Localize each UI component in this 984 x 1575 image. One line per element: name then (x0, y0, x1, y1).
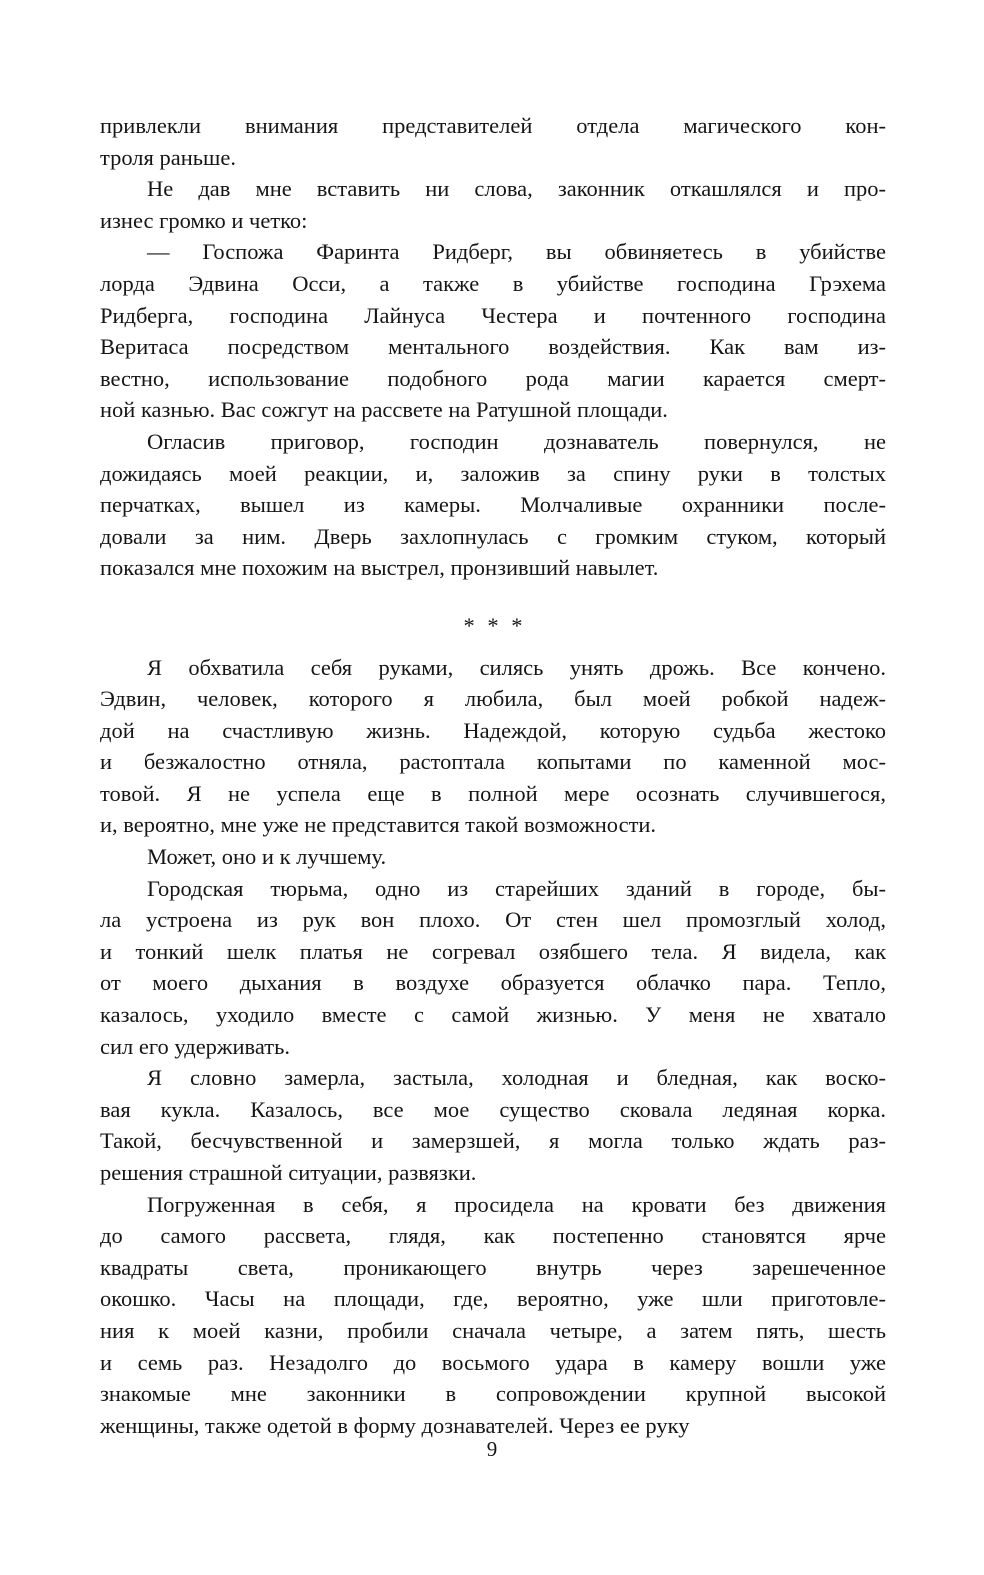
text-line: Может, оно и к лучшему. (147, 844, 387, 870)
text-line: лорда Эдвина Осси, а также в убийстве господина Грэхема (100, 270, 886, 296)
text-line: сил его удерживать. (100, 1033, 290, 1059)
text-line: и тонкий шелк платья не согревал озябшего тела. Я видела, как (100, 938, 886, 964)
text-line: дой на счастливую жизнь. Надеждой, которую судьба жестоко (100, 717, 886, 743)
text-line: Веритаса посредством ментального воздействия. Как вам из- (100, 334, 886, 360)
section-separator: * * * (463, 612, 523, 638)
text-line: и семь раз. Незадолго до восьмого удара в камеру вошли уже (100, 1349, 886, 1375)
text-line: ной казнью. Вас сожгут на рассвете на Ратушной площади. (100, 397, 668, 423)
text-line: троля раньше. (100, 144, 236, 170)
text-line: окошко. Часы на площади, где, вероятно, уже шли приготовле- (100, 1286, 886, 1312)
text-line: Городская тюрьма, одно из старейших зданий в городе, бы- (147, 875, 886, 901)
text-line: и безжалостно отняла, растоптала копытами по каменной мос- (100, 749, 886, 775)
text-line: и, вероятно, мне уже не представится такой возможности. (100, 812, 657, 838)
paragraph (100, 173, 886, 236)
text-line: Я словно замерла, застыла, холодная и бледная, как воско- (147, 1065, 886, 1091)
text-line: Не дав мне вставить ни слова, законник откашлялся и про- (147, 176, 886, 202)
text-line: квадраты света, проникающего внутрь через зарешеченное (100, 1254, 886, 1280)
text-line: довали за ним. Дверь захлопнулась с громким стуком, который (100, 523, 886, 549)
paragraph (100, 1062, 886, 1188)
text-line: знакомые мне законники в сопровождении крупной высокой (100, 1381, 886, 1407)
text-line: привлекли внимания представителей отдела магического кон- (100, 113, 886, 138)
text-line: до самого рассвета, глядя, как постепенно становятся ярче (100, 1223, 886, 1249)
text-line: вестно, использование подобного рода магии карается смерт- (100, 365, 886, 391)
paragraph (100, 1189, 886, 1442)
text-line: казалось, уходило вместе с самой жизнью. У меня не хватало (100, 1002, 886, 1028)
text-line: ла устроена из рук вон плохо. От стен шел промозглый холод, (100, 907, 886, 933)
text-line: женщины, также одетой в форму дознавателей. Через ее руку (100, 1412, 690, 1438)
paragraph (100, 841, 886, 873)
text-line: ния к моей казни, пробили сначала четыре, а затем пять, шесть (100, 1317, 886, 1343)
text-line: Огласив приговор, господин дознаватель повернулся, не (147, 428, 886, 454)
text-line: показался мне похожим на выстрел, пронзивший навылет. (100, 555, 659, 581)
text-line: Такой, бесчувственной и замерзшей, я могла только ждать раз- (100, 1128, 886, 1154)
paragraph (100, 426, 886, 584)
text-line: Эдвин, человек, которого я любила, был моей робкой надеж- (100, 686, 886, 712)
text-line: изнес громко и четко: (100, 207, 308, 233)
paragraph (100, 652, 886, 842)
text-line: товой. Я не успела еще в полной мере осознать случившегося, (100, 780, 886, 806)
text-line: — Госпожа Фаринта Ридберг, вы обвиняетесь в убийстве (147, 239, 886, 265)
paragraph (100, 236, 886, 426)
text-block (100, 110, 886, 1441)
page-number: 9 (486, 1437, 498, 1461)
text-line: Я обхватила себя руками, силясь унять дрожь. Все кончено. (147, 654, 886, 680)
text-line: вая кукла. Казалось, все мое существо сковала ледяная корка. (100, 1096, 886, 1122)
text-line: дожидаясь моей реакции, и, заложив за спину руки в толстых (100, 460, 886, 486)
paragraph (100, 110, 886, 173)
text-line: от моего дыхания в воздухе образуется облачко пара. Тепло, (100, 970, 886, 996)
text-line: Погруженная в себя, я просидела на кровати без движения (147, 1191, 886, 1217)
text-line: решения страшной ситуации, развязки. (100, 1160, 477, 1185)
text-line: Ридберга, господина Лайнуса Честера и почтенного господина (100, 302, 886, 328)
text-line: перчатках, вышел из камеры. Молчаливые охранники после- (100, 492, 886, 518)
paragraph (100, 873, 886, 1063)
